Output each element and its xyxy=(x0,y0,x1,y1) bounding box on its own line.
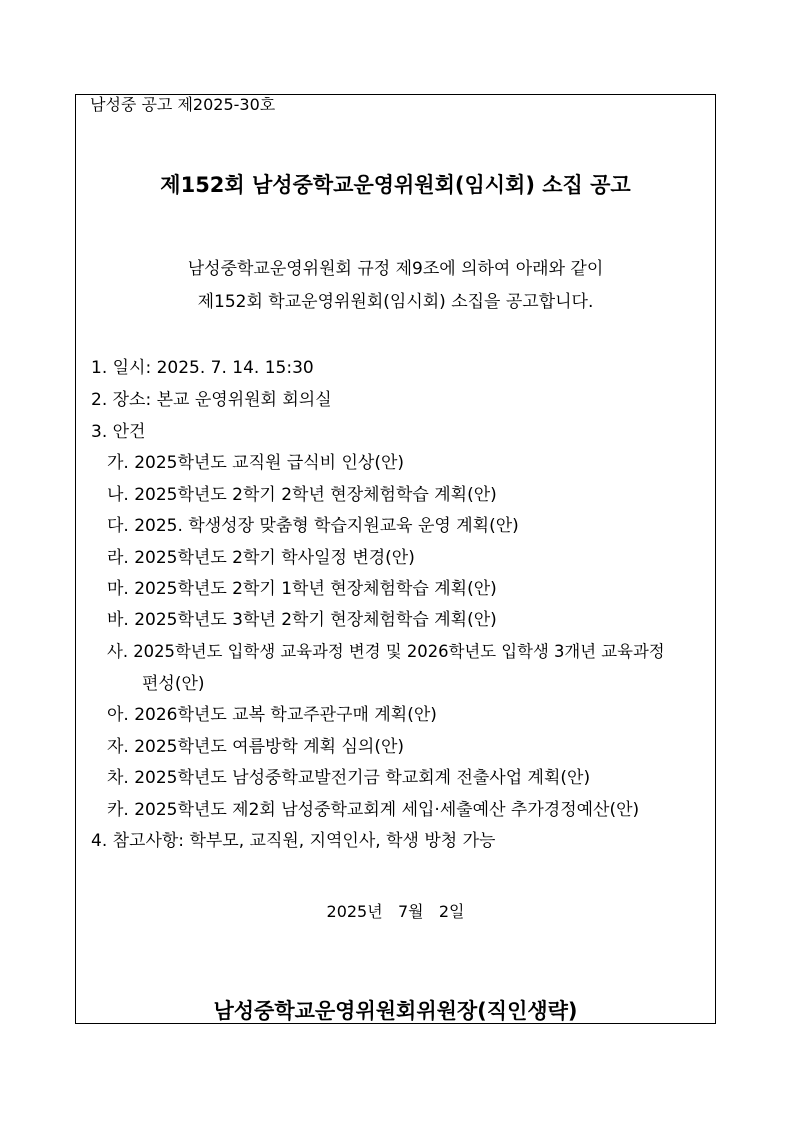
signature-line: 남성중학교운영위원회위원장(직인생략) xyxy=(213,999,578,1023)
agenda-item: 사. 2025학년도 입학생 교육과정 변경 및 2026학년도 입학생 3개년 교육과정 xyxy=(107,642,665,661)
agenda-item: 카. 2025학년도 제2회 남성중학교회계 세입·세출예산 추가경정예산(안) xyxy=(107,800,640,820)
issue-date: 2025년 7월 2일 xyxy=(326,902,465,921)
agenda-item: 차. 2025학년도 남성중학교발전기금 학교회계 전출사업 계획(안) xyxy=(107,768,591,788)
reference-note: 4. 참고사항: 학부모, 교직원, 지역인사, 학생 방청 가능 xyxy=(91,831,496,851)
notice-title: 제152회 남성중학교운영위원회(임시회) 소집 공고 xyxy=(160,173,631,197)
agenda-item: 나. 2025학년도 2학기 2학년 현장체험학습 계획(안) xyxy=(107,485,497,505)
agenda-item-continuation: 편성(안) xyxy=(142,674,205,694)
intro-line-2: 제152회 학교운영위원회(임시회) 소집을 공고합니다. xyxy=(197,292,594,312)
agenda-item: 아. 2026학년도 교복 학교주관구매 계획(안) xyxy=(107,705,437,725)
agenda-item: 자. 2025학년도 여름방학 계획 심의(안) xyxy=(107,737,405,757)
meeting-date: 1. 일시: 2025. 7. 14. 15:30 xyxy=(91,358,314,378)
document-number: 남성중 공고 제2025-30호 xyxy=(90,95,276,114)
agenda-item: 다. 2025. 학생성장 맞춤형 학습지원교육 운영 계획(안) xyxy=(107,516,519,536)
agenda-heading: 3. 안건 xyxy=(91,422,146,442)
agenda-item: 바. 2025학년도 3학년 2학기 현장체험학습 계획(안) xyxy=(107,610,497,630)
agenda-item: 가. 2025학년도 교직원 급식비 인상(안) xyxy=(107,453,405,473)
meeting-place: 2. 장소: 본교 운영위원회 회의실 xyxy=(91,390,332,410)
agenda-item: 라. 2025학년도 2학기 학사일정 변경(안) xyxy=(107,548,415,568)
intro-line-1: 남성중학교운영위원회 규정 제9조에 의하여 아래와 같이 xyxy=(187,259,604,279)
agenda-item: 마. 2025학년도 2학기 1학년 현장체험학습 계획(안) xyxy=(107,579,497,599)
